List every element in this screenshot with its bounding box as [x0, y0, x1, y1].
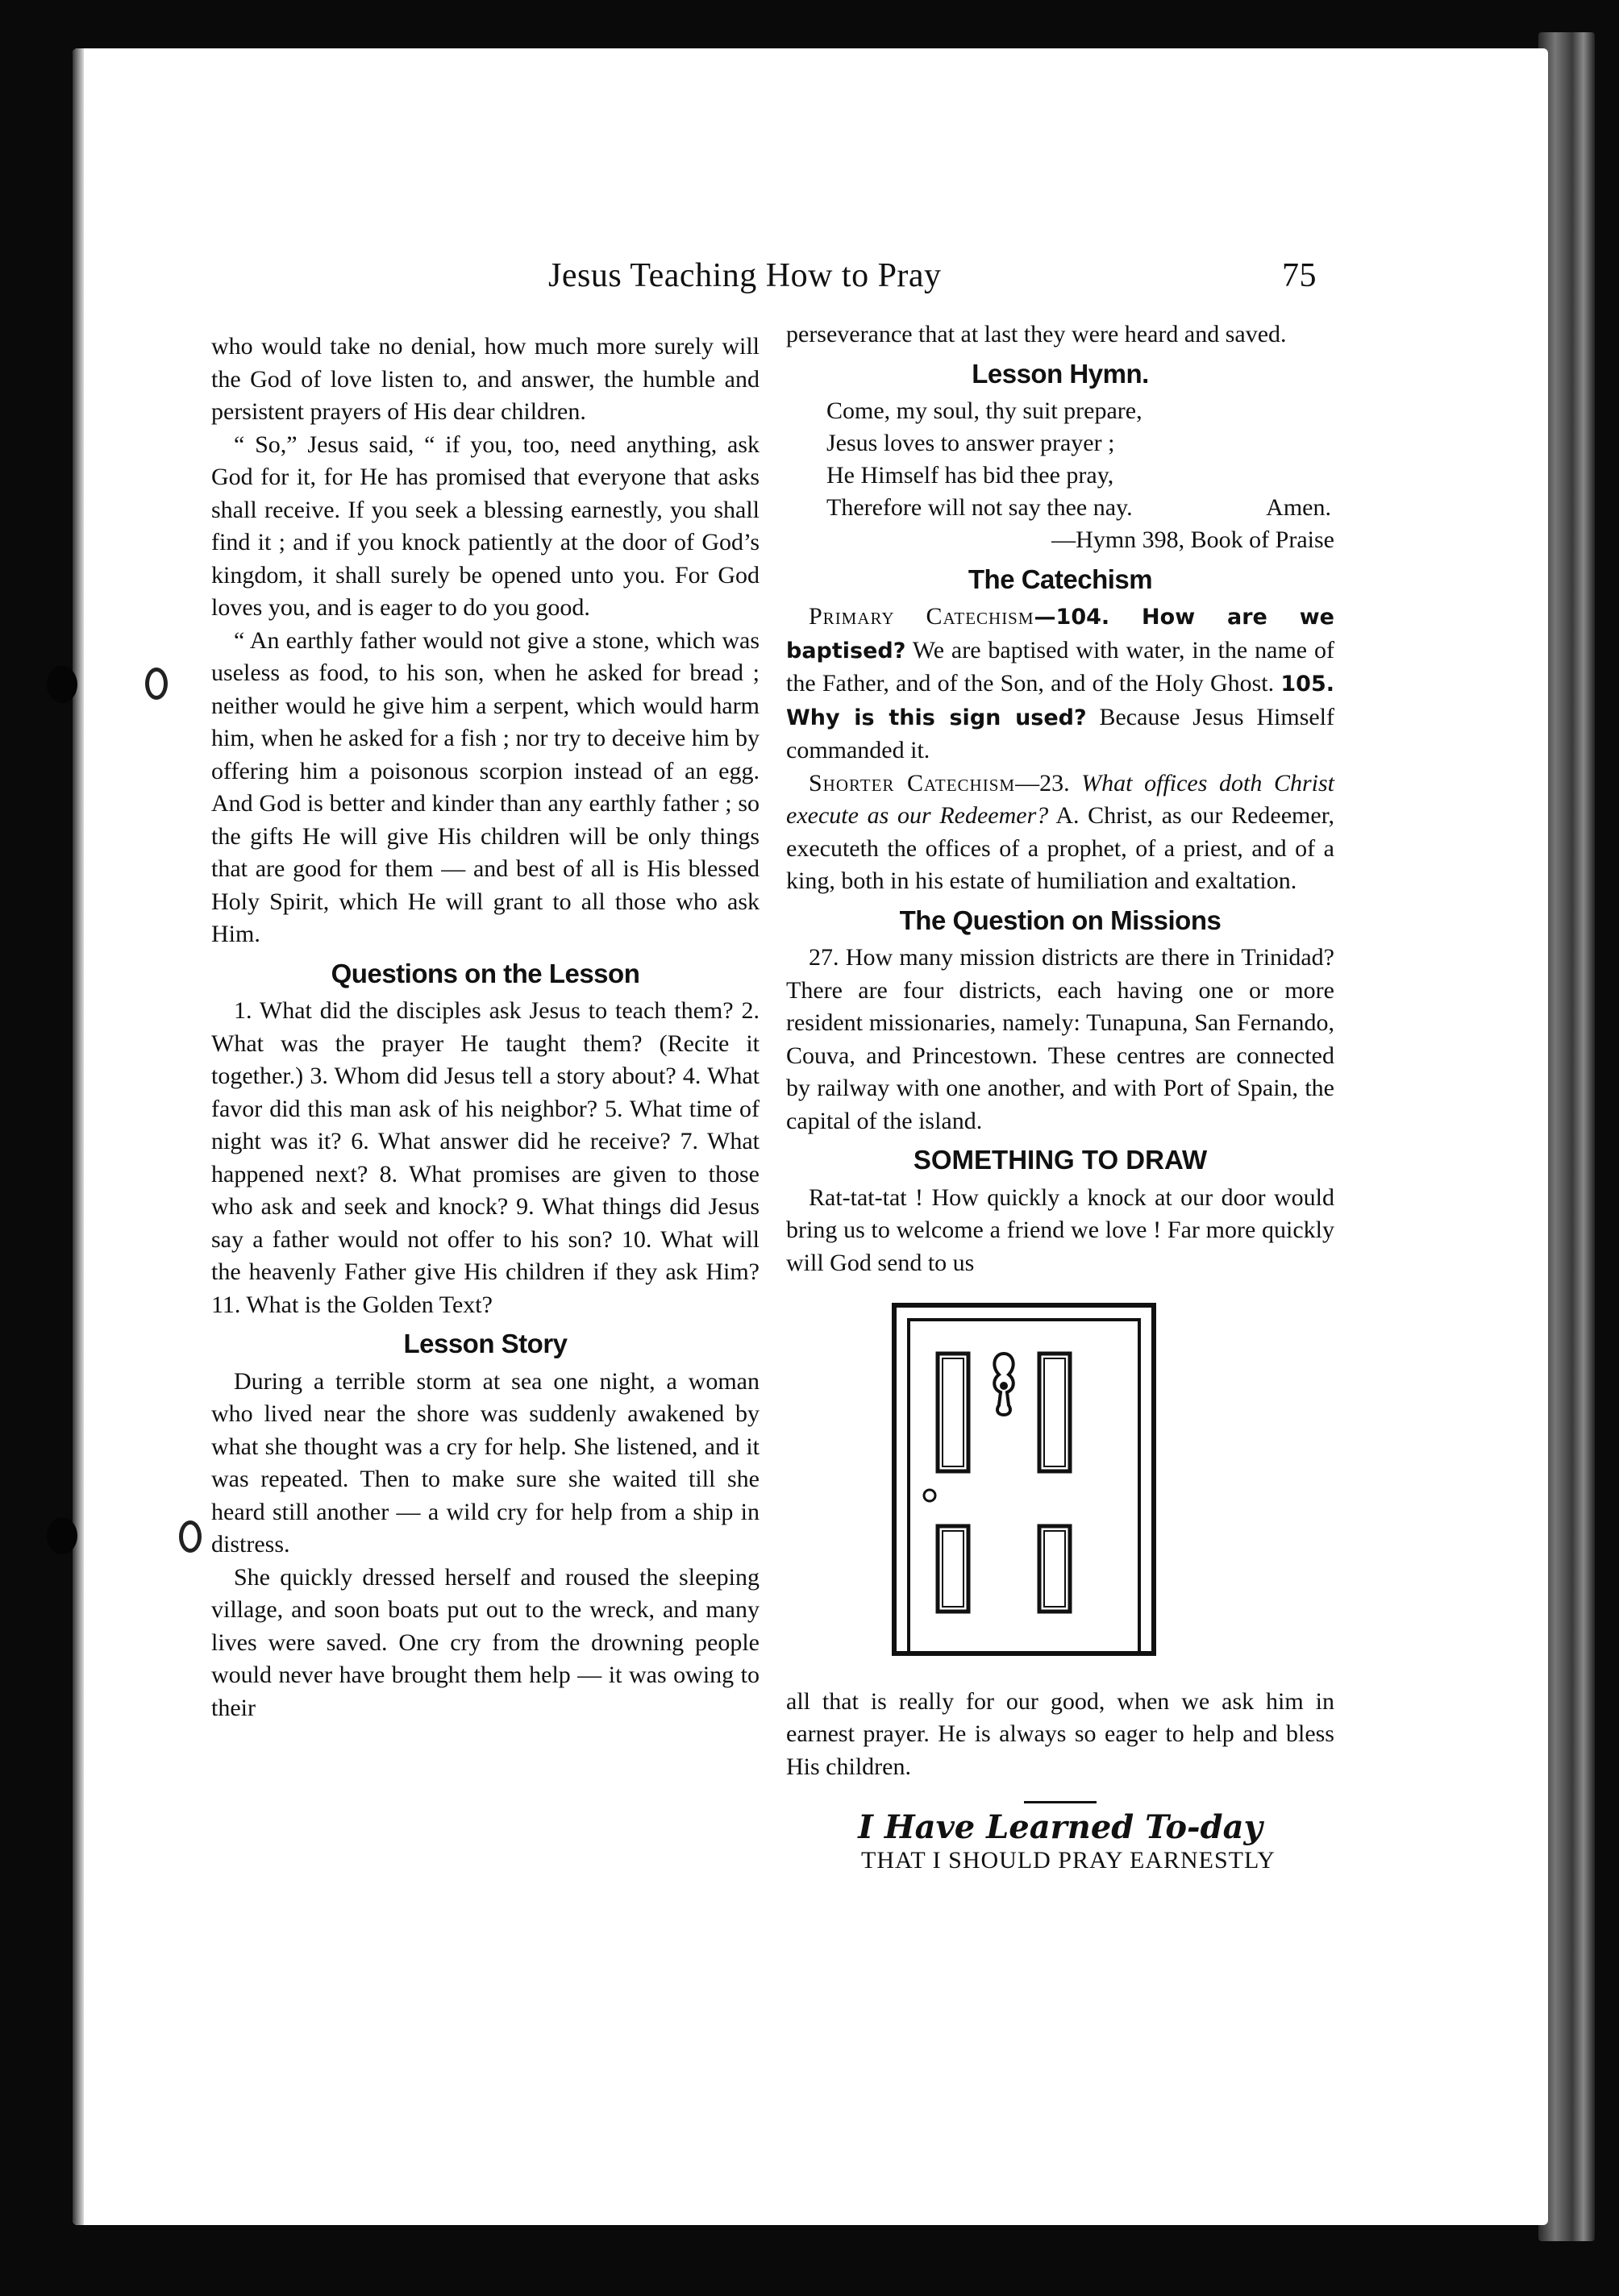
story-paragraph: She quickly dressed herself and roused the sleeping village, and soon boats put out to the wreck, and many lives were saved. One cry from the drowning people would never have brought them help — it was owing to their — [211, 1563, 760, 1721]
primary-question: —104. How are we baptised? — [786, 605, 1334, 663]
left-column — [211, 331, 760, 1724]
door-drawing — [891, 1302, 1157, 1666]
after-door-text: all that is really for our good, when we ask him in earnest prayer. He is always so eager to help and bless His children. — [786, 1687, 1334, 1780]
punch-hole-top-outline — [145, 668, 168, 700]
shorter-catechism — [786, 767, 1334, 898]
questions-text: 1. What did the disciples ask Jesus to teach them? 2. What was the prayer He taught them? (Recite it together.) 3. Whom did Jesus tell a story about? 4. What favor did this man ask of his neighbor? 5. What time of night was it? 6. What answer did he receive? 7. What happened next? 8. What promises are given to those who ask and seek and knock? 9. What things did Jesus say a father would not offer to his son? 10. What will the heavenly Father give His children if they ask Him? 11. What is the Golden Text? — [211, 997, 760, 1318]
paragraph: perseverance that at last they were heard and saved. — [786, 321, 1287, 347]
shorter-answer: A. Christ, as our Redeemer, executeth the offices of a prophet, of a priest, and of a king, both in his estate of humiliation and exaltation. — [786, 802, 1334, 894]
hymn-line: Come, my soul, thy suit prepare, — [826, 397, 1142, 424]
hymn-line: He Himself has bid thee pray, — [826, 462, 1114, 489]
hymn-heading: Lesson Hymn. — [972, 358, 1149, 389]
missions-text: 27. How many mission districts are there in Trinidad? There are four districts, each having one or more resident missionaries, namely: Tunapuna, San Fernando, Couva, and Princestown. These centres are connected by railway with one another, and with Port of Spain, the capital of the island. — [786, 944, 1334, 1134]
learned-today-text: THAT I SHOULD PRAY EARNESTLY — [861, 1846, 1276, 1874]
primary-catechism-label: Primary Catechism — [809, 603, 1034, 630]
door-icon — [891, 1302, 1157, 1657]
story-heading: Lesson Story — [403, 1329, 568, 1358]
page-number: 75 — [1282, 257, 1317, 294]
hymn-amen: Amen. — [1266, 494, 1331, 521]
shorter-number: —23. — [1015, 769, 1082, 797]
divider — [1024, 1801, 1097, 1803]
primary-catechism — [786, 601, 1334, 767]
draw-heading: SOMETHING TO DRAW — [913, 1145, 1208, 1175]
hymn-verse — [826, 395, 1334, 524]
learned-today-title: I Have Learned To-day — [858, 1808, 1263, 1846]
binding-shadow — [73, 48, 84, 2225]
catechism-heading: The Catechism — [968, 564, 1153, 594]
primary-question-2: 105. Why is this sign used? — [786, 672, 1334, 730]
punch-hole-top — [47, 666, 77, 703]
hymn-line: Therefore will not say thee nay. — [826, 494, 1133, 521]
shorter-question: What offices doth Christ execute as our Redeemer? — [786, 769, 1334, 829]
right-column — [786, 318, 1334, 1877]
punch-hole-bottom — [47, 1517, 77, 1554]
missions-heading: The Question on Missions — [899, 905, 1222, 935]
page-title: Jesus Teaching How to Pray — [548, 257, 942, 294]
hymn-reference: —Hymn 398, Book of Praise — [1051, 526, 1334, 553]
paragraph: who would take no denial, how much more surely will the God of love listen to, and answer, the humble and persistent prayers of His dear children. — [211, 333, 760, 425]
paragraph: “ An earthly father would not give a stone, which was useless as food, to his son, when he asked for bread ; neither would he give him a serpent, which would harm him, when he asked for a fish ; nor try to deceive him by offering him a poisonous scorpion instead of an egg. And God is better and kinder than any earthly father ; so the gifts He will give His children will be only things that are good for them — and best of all is His blessed Holy Spirit, which He will grant to all those who ask Him. — [211, 626, 760, 947]
draw-text: Rat-tat-tat ! How quickly a knock at our door would bring us to welcome a friend we love ! Far more quickly will God send to us — [786, 1183, 1334, 1276]
punch-hole-bottom-outline — [179, 1520, 202, 1553]
story-paragraph: During a terrible storm at sea one night, a woman who lived near the shore was suddenly awakened by what she thought was a cry for help. She listened, and it was repeated. Then to make sure she waited till she heard still another — a wild cry for help from a ship in distress. — [211, 1367, 760, 1558]
shorter-catechism-label: Shorter Catechism — [809, 769, 1016, 797]
paragraph: “ So,” Jesus said, “ if you, too, need anything, ask God for it, for He has promised that everyone that asks shall receive. If you seek a blessing earnestly, you shall find it ; and if you knock patiently at the door of God’s kingdom, it shall surely be opened unto you. For God loves you, and is eager to do you good. — [211, 430, 760, 621]
questions-heading: Questions on the Lesson — [331, 958, 640, 988]
primary-answer-2: Because Jesus Himself commanded it. — [786, 703, 1335, 763]
hymn-line-last — [826, 492, 1334, 524]
primary-answer: We are baptised with water, in the name of the Father, and of the Son, and of the Holy Ghost. — [786, 636, 1334, 697]
hymn-line: Jesus loves to answer prayer ; — [826, 430, 1115, 456]
